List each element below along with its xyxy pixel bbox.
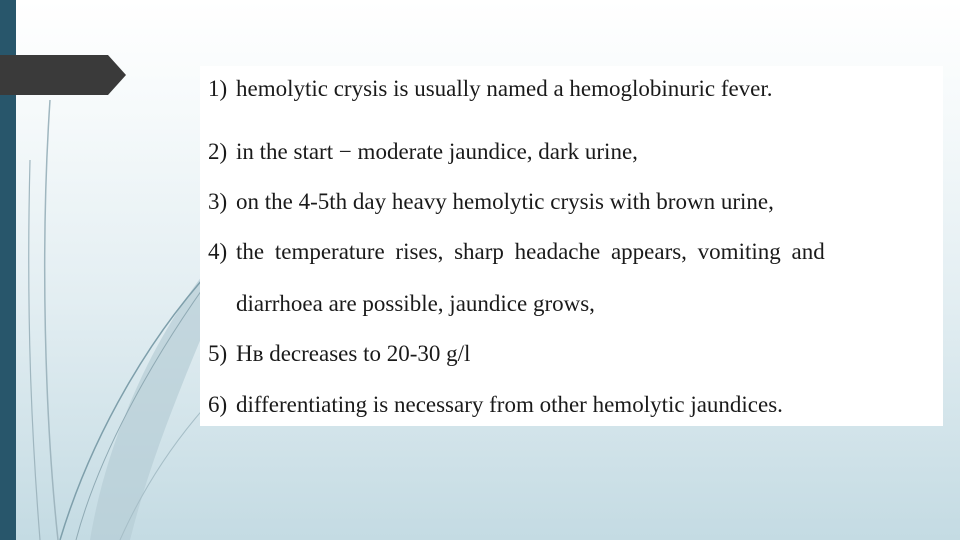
list-item xyxy=(208,339,470,369)
list-text: hemolytic crysis is usually named a hemoglobinuric fever. xyxy=(236,76,773,101)
title-arrow-tab xyxy=(0,55,126,95)
list-number: 3) xyxy=(208,189,228,214)
list-text: the temperature rises, sharp headache appears, vomiting and xyxy=(236,239,825,264)
list-text: on the 4-5th day heavy hemolytic crysis with brown urine, xyxy=(236,189,774,214)
list-text: differentiating is necessary from other hemolytic jaundices. xyxy=(236,392,783,417)
list-number: 4) xyxy=(208,239,228,264)
list-item xyxy=(208,137,638,167)
list-item-continuation xyxy=(236,289,595,319)
list-text: diarrhoea are possible, jaundice grows, xyxy=(236,291,595,316)
content-box xyxy=(200,66,943,426)
list-item xyxy=(208,187,774,217)
list-number: 1) xyxy=(208,76,228,101)
list-number: 5) xyxy=(208,341,228,366)
list-item xyxy=(208,74,773,104)
list-item xyxy=(208,237,825,267)
list-text: Нв decreases to 20-30 g/l xyxy=(236,341,471,366)
list-text: in the start − moderate jaundice, dark urine, xyxy=(236,139,638,164)
list-number: 2) xyxy=(208,139,228,164)
list-number: 6) xyxy=(208,392,228,417)
list-item xyxy=(208,390,783,420)
